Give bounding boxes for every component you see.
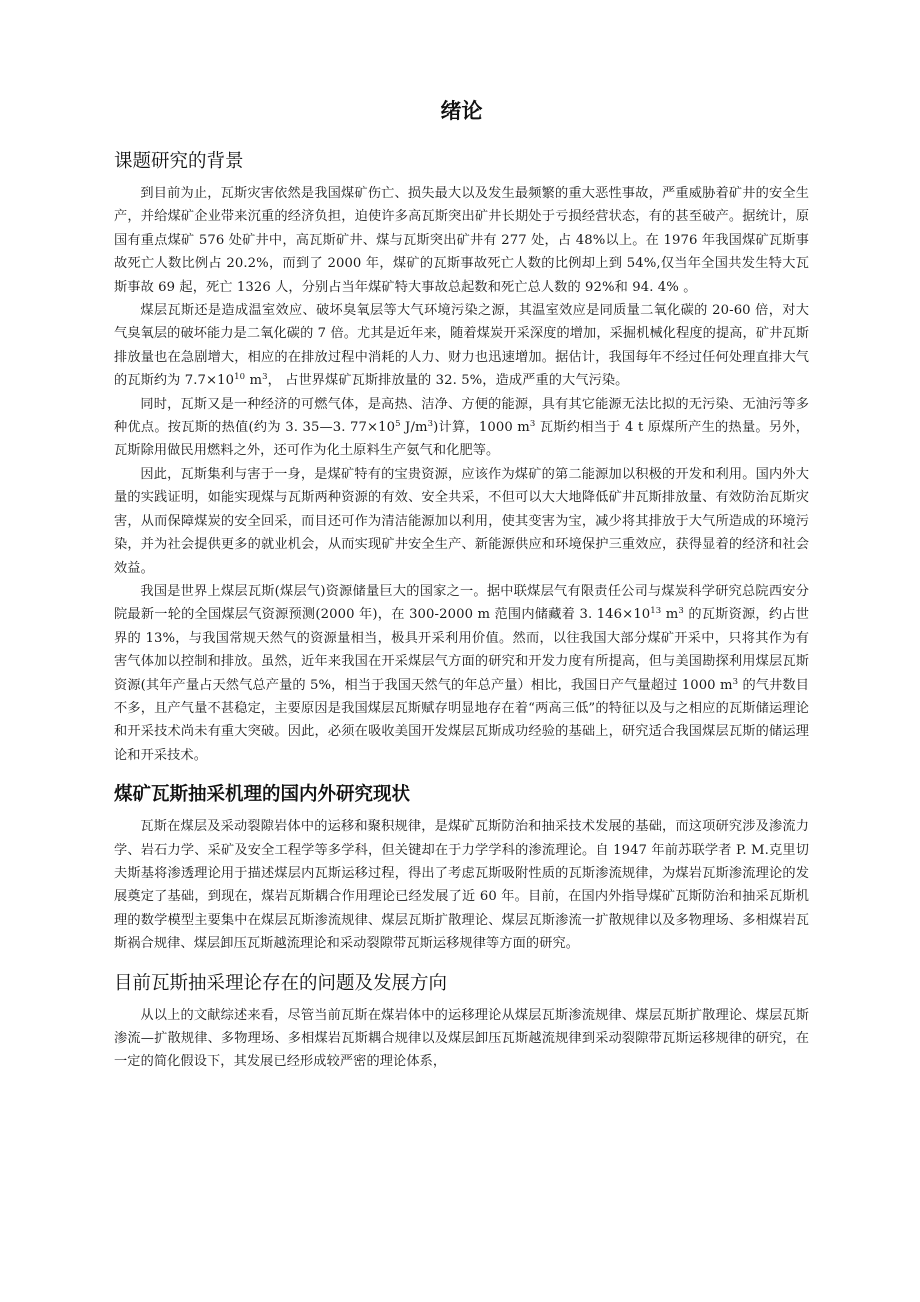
section-heading: 课题研究的背景 bbox=[114, 151, 244, 172]
paragraph: 因此，瓦斯集利与害于一身，是煤矿特有的宝贵资源，应该作为煤矿的第二能源加以积极的开发和利用。国内外大量的实践证明，如能实现煤与瓦斯两种资源的有效、安全共采，不但可以大大地降低矿井瓦斯排放量、有效防治瓦斯灾害，从而保障煤炭的安全回采，而目还可作为清洁能源加以利用，使其变害为宝，减少将其排放于大气所造成的环境污染，并为社会提供更多的就业机会，从而实现矿井安全生产、新能源供应和环境保护三重效应，获得显着的经济和社会效益。 bbox=[114, 466, 809, 576]
section-background bbox=[114, 148, 809, 767]
document-page bbox=[114, 96, 809, 1088]
section-research-status bbox=[114, 781, 809, 955]
section-heading: 目前瓦斯抽采理论存在的问题及发展方向 bbox=[114, 972, 448, 994]
paragraph: 同时，瓦斯又是一种经济的可燃气体，是高热、洁净、方便的能源，具有其它能源无法比拟的无污染、无油污等多种优点。按瓦斯的热值(约为 3. 35—3. $77\times 10^5$ $J/m^3$)计算，1000 $m^3$ 瓦斯约相当于 4 t 原煤所产生的热量。另外，瓦斯除用做民用燃料之外，还可作为化土原料生产氨气和化肥等。 bbox=[114, 396, 810, 459]
paragraph: 瓦斯在煤层及采动裂隙岩体中的运移和聚积规律，是煤矿瓦斯防治和抽采技术发展的基础，而这项研究涉及渗流力学、岩石力学、采矿及安全工程学等多学科，但关键却在于力学学科的渗流理论。自 1947 年前苏联学者 P. M.克里切夫斯基将渗透理论用于描述煤层内瓦斯运移过程，得出了考虑瓦斯吸附性质的瓦斯渗流规律，为煤岩瓦斯渗流理论的发展奠定了基础，到现在，煤岩瓦斯耦合作用理论已经发展了近 60 年。目前，在国内外指导煤矿瓦斯防治和抽采瓦斯机理的数学模型主要集中在煤层瓦斯渗流规律、煤层瓦斯扩散理论、煤层瓦斯渗流一扩散规律以及多物理场、多相煤岩瓦斯祸合规律、煤层卸压瓦斯越流理论和采动裂隙带瓦斯运移规律等方面的研究。 bbox=[114, 819, 809, 952]
paragraph: 我国是世界上煤层瓦斯(煤层气)资源储量巨大的国家之一。据中联煤层气有限责任公司与煤炭科学研究总院西安分院最新一轮的全国煤层气资源预测(2000 年)，在 300-2000 m 范围内储藏着 3. $146\times 10^{13}$ $m^3$ 的瓦斯资源，约占世界的 13%，与我国常规天然气的资源量相当，极具开采利用价值。然而，以往我国大部分煤矿开采中，只将其作为有害气体加以控制和排放。虽然，近年来我国在开采煤层气方面的研究和开发力度有所提高，但与美国勘探利用煤层瓦斯资源(其年产量占天然气总产量的 5%，相当于我国天然气的年总产量）相比，我国日产气量超过 1000 $m^3$ 的气井数目不多，且产气量不甚稳定，主要原因是我国煤层瓦斯赋存明显地存在着“两高三低”的特征以及与之相应的瓦斯储运理论和开采技术尚未有重大突破。因此，必须在吸收美国开发煤层瓦斯成功经验的基础上，研究适合我国煤层瓦斯的储运理论和开采技术。 bbox=[114, 583, 809, 763]
section-problems bbox=[114, 970, 809, 1074]
paragraph: 到目前为止，瓦斯灾害依然是我国煤矿伤亡、损失最大以及发生最频繁的重大恶性事故，严重威胁着矿井的安全生产，并给煤矿企业带来沉重的经济负担，迫使许多高瓦斯突出矿井长期处于亏损经营状态，有的甚至破产。据统计，原国有重点煤矿 576 处矿井中，高瓦斯矿井、煤与瓦斯突出矿井有 277 处，占 48%以上。在 1976 年我国煤矿瓦斯事故死亡人数比例占 20.2%，而到了 2000 年，煤矿的瓦斯事故死亡人数的比例却上到 54%,仅当年全国共发生特大瓦斯事故 69 起，死亡 1326 人，分别占当年煤矿特大事故总起数和死亡总人数的 92%和 94. 4% 。 bbox=[114, 186, 809, 295]
document-title: 绪论 bbox=[440, 99, 483, 123]
paragraph: 从以上的文献综述来看，尽管当前瓦斯在煤岩体中的运移理论从煤层瓦斯渗流规律、煤层瓦斯扩散理论、煤层瓦斯渗流—扩散规律、多物理场、多相煤岩瓦斯耦合规律以及煤层卸压瓦斯越流规律到采动裂隙带瓦斯运移规律的研究，在一定的简化假设下，其发展已经形成较严密的理论体系， bbox=[114, 1007, 809, 1070]
paragraph: 煤层瓦斯还是造成温室效应、破坏臭氧层等大气环境污染之源，其温室效应是同质量二氧化碳的 20-60 倍，对大气臭氧层的破坏能力是二氧化碳的 7 倍。尤其是近年来，随着煤炭开采深度的增加，采掘机械化程度的提高，矿井瓦斯排放量也在急剧增大，相应的在排放过程中消耗的人力、财力也迅速增加。据估计，我国每年不经过任何处理直排大气的瓦斯约为 $7.7\times 10^{10}$ $m^3$， 占世界煤矿瓦斯排放量的 32. 5%，造成严重的大气污染。 bbox=[114, 303, 809, 389]
section-heading: 煤矿瓦斯抽采机理的国内外研究现状 bbox=[114, 784, 411, 806]
